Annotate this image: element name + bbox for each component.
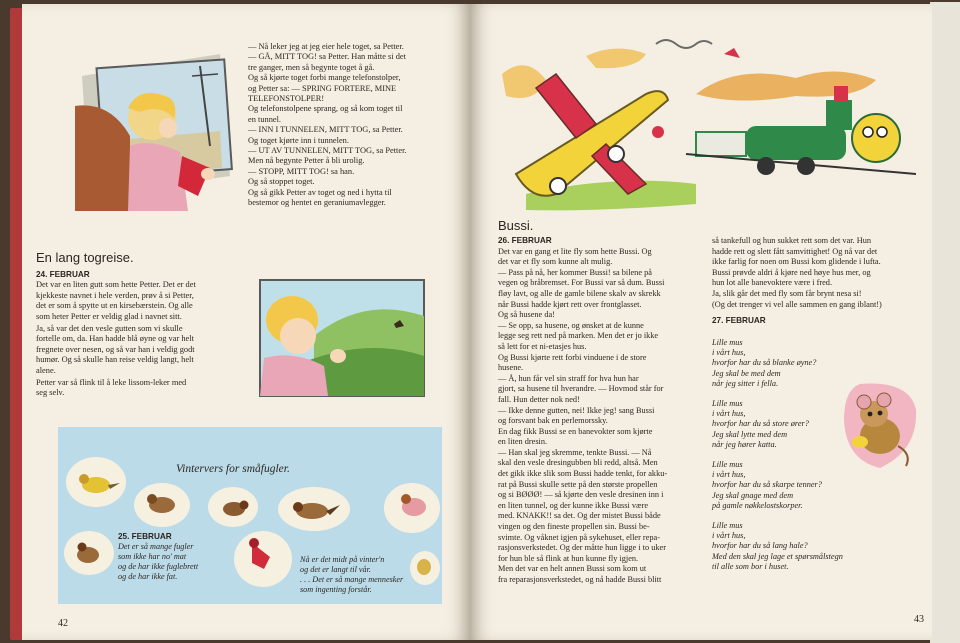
background-wall [930, 2, 960, 643]
poem-lille-mus: Lille mus i vårt hus, hvorfor har du så blanke øyne? Jeg skal be med dem når jeg sitter i fella. Lille mus i vårt hus, hvorfor har du så store ører? Jeg skal lytte med dem når jeg hører katta. Lille mus i vårt hus, hvorfor har du så skarpe tenner? Jeg skal gnage med dem på gamle nøkkelostskorper. Lille mus i vårt hus, hvorfor har du så lang hale? Med den skal jeg lage et spørsmålstegn til alle som bor i huset. [712, 338, 843, 571]
date-26-februar: 26. FEBRUAR [498, 236, 552, 245]
verse-1: 25. FEBRUAR Det er så mange fugler som ikke har no' mat og de har ikke fuglebrett og de har ikke fat. [118, 532, 199, 581]
date-25-februar: 25. FEBRUAR [118, 532, 172, 541]
verse-2: Nå er det midt på vinter'n og det er langt til vår. . . . Det er så mange mennesker som ingenting forstår. [300, 555, 404, 594]
illustration-boy-train-window [70, 46, 240, 216]
date-24-februar: 24. FEBRUAR [36, 270, 90, 279]
right-page [470, 4, 932, 640]
story-petter-text: 24. FEBRUAR Det var en liten gutt som hette Petter. Det er det kjekkeste navnet i hele verden, prøv å si Petter, det er som å spytte ut en kirsebærstein. Og alle som heter Petter er veldig glad i navnet sitt. Ja, så var det den vesle gutten som vi skulle fortelle om, da. Han hadde blå øyne og var helt fregnete over nesen, og så var han i veldig godt humør. Og så skulle han reise veldig langt, helt alene. Petter var så flink til å leke lissom-leker med seg selv. [36, 270, 196, 398]
train-drawing [686, 86, 916, 175]
story-train-text: — Nå leker jeg at jeg eier hele toget, sa Petter. — GÅ, MITT TOG! sa Petter. Han måtte si det tre ganger, men så begynte toget å gå. Og så kjørte toget forbi mange telefonstolper, og Petter sa: — SPRING FORTERE, MINE TELEFONSTOLPER! Og telefonstolpene sprang, og så kom toget til en tunnel. — INN I TUNNELEN, MITT TOG, sa Petter. Og toget kjørte inn i tunnelen. — UT AV TUNNELEN, MITT TOG, sa Petter. Men nå begynte Petter å bli urolig. — STOPP, MITT TOG! sa han. Og så stoppet toget. Og så gikk Petter av toget og ned i hytta til bestemor og hentet en geraniumavlegger. [248, 42, 407, 208]
illustration-mouse [840, 380, 918, 472]
illustration-boy-landscape [254, 276, 430, 404]
box-title-vintervers: Vintervers for småfugler. [176, 463, 290, 475]
bird-brown [147, 494, 175, 513]
page-number-right: 43 [914, 614, 924, 625]
bird-brown [293, 502, 340, 519]
story-title-lang-togreise: En lang togreise. [36, 250, 134, 265]
story-title-bussi: Bussi. [498, 218, 534, 233]
airplane-drawing [516, 74, 668, 196]
bird-red [249, 538, 270, 569]
story-bussi-col2: så tankefull og hun sukket rett som det var. Hun hadde rett og slett fått samvittighet! Og nå var det ikke farlig for noen om Bussi kom glidende i lufta. Bussi prøvde aldri å kjøre ned høye hus mer, og hun lot alle banevoktere være i fred. Ja, slik går det med fly som får brynt nesa si! (Og det trenger vi vel alle sammen en gang iblant!) 27. FEBRUAR [712, 236, 882, 326]
date-27-februar: 27. FEBRUAR [712, 316, 766, 326]
illustration-plane-train [496, 34, 916, 224]
story-bussi-col1: 26. FEBRUAR Det var en gang et lite fly som hette Bussi. Og det var et fly som kunne alt mulig. — Pass på nå, her kommer Bussi! sa bilene på vegen og bråbremset. For Bussi var så dum. Bussi fløy lavt, og alle de gamle bilene skalv av skrekk når Bussi hadde kjørt rett over frontglasset. Og så husene da! — Se opp, sa husene, og ønsket at de kunne legge seg rett ned på marken. Men det er jo ikke så lett for et ni-etasjes hus. Og Bussi kjørte rett forbi vinduene i de store husene. — Å, hun får vel sin straff for hva hun har gjort, sa husene til hverandre. — Hovmod står for fall. Hun detter nok ned! — Ikke denne gutten, nei! Ikke jeg! sang Bussi og forsvant bak en perlemorssky. En dag fikk Bussi se en banevokter som kjørte en liten dresin. — Han skal jeg skremme, tenkte Bussi. — Nå skal den vesle dresingubben bli redd, altså. Men det gikk ikke slik som Bussi hadde tenkt, for akku- rat på Bussi skulle sette på den største propellen og si BØØØ! — så kjørte den vesle dresinen inn i en liten tunnel, og der kunne ikke Bussi være med. KNAKK!! sa det. Og der mistet Bussi både vingen og den fineste propellen sin. Bussi be- svimte. Og våknet igjen på sykehuset, eller repa- rasjonsverkstedet. Og der måtte hun ligge i to uker for hun ble så flink at hun kunne fly igjen. Men det var en helt annen Bussi som kom ut fra reparasjonsverkstedet, og nå hadde Bussi blitt [498, 236, 668, 584]
bird-yellow [79, 474, 120, 493]
bird-small [417, 559, 431, 575]
winter-birds-box [58, 427, 442, 604]
bird-brown [223, 501, 249, 517]
bird-pink [401, 494, 426, 516]
left-page [22, 4, 470, 640]
page-number-left: 42 [58, 618, 68, 629]
bird-brown [77, 543, 99, 564]
